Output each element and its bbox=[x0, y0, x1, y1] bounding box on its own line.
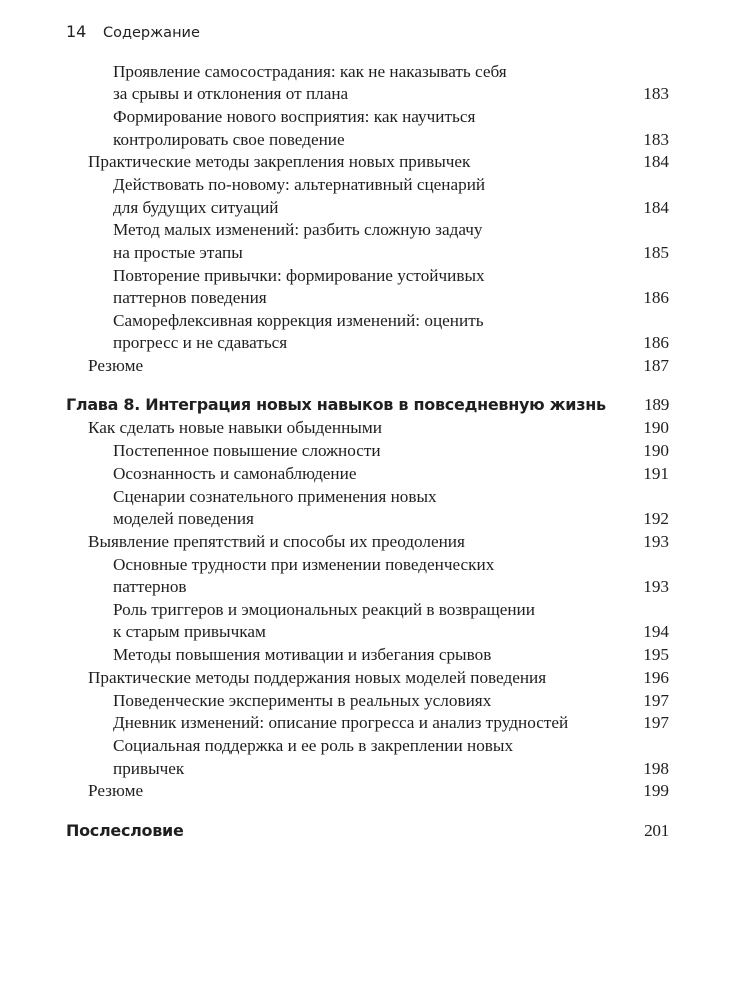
toc-entry-page: 196 bbox=[643, 667, 669, 687]
toc-entry-title-line: Глава 8. Интеграция новых навыков в повседневную жизнь bbox=[66, 395, 606, 415]
toc-entry-title-line: Практические методы закрепления новых привычек bbox=[88, 152, 471, 172]
toc-entry-title bbox=[113, 644, 643, 666]
toc-entry-title-line: Основные трудности при изменении поведенческих bbox=[113, 554, 495, 574]
toc-entry-title bbox=[113, 174, 643, 219]
toc-entry-page: 191 bbox=[643, 463, 669, 483]
toc-entry-page: 192 bbox=[643, 509, 669, 529]
toc-entry-title-line: Постепенное повышение сложности bbox=[113, 441, 381, 461]
toc-entry-title bbox=[88, 417, 643, 439]
toc-entry-title bbox=[113, 712, 643, 734]
toc-entry bbox=[66, 486, 669, 531]
page-number: 14 bbox=[66, 22, 87, 41]
toc-entry-title bbox=[66, 394, 644, 416]
toc-entry-title-line: на простые этапы bbox=[113, 242, 243, 262]
toc-entry-page: 197 bbox=[643, 690, 669, 710]
toc-entry bbox=[66, 151, 669, 173]
toc-entry bbox=[66, 440, 669, 462]
toc-entry bbox=[66, 61, 669, 106]
toc-entry bbox=[66, 599, 669, 644]
toc-entry-title bbox=[113, 463, 643, 485]
toc-entry-title bbox=[88, 355, 643, 377]
toc-entry-page: 198 bbox=[643, 758, 669, 778]
toc-entry-title-line: прогресс и не сдаваться bbox=[113, 333, 288, 353]
toc-entry bbox=[66, 554, 669, 599]
toc-entry-title-line: Действовать по-новому: альтернативный сценарий bbox=[113, 175, 486, 195]
toc-entry-page: 184 bbox=[643, 197, 669, 217]
toc-entry-page: 193 bbox=[643, 531, 669, 551]
table-of-contents bbox=[66, 61, 669, 843]
toc-entry-page: 195 bbox=[643, 645, 669, 665]
toc-entry-page: 186 bbox=[643, 333, 669, 353]
toc-entry-title-line: привычек bbox=[113, 758, 185, 778]
toc-entry bbox=[66, 531, 669, 553]
toc-entry-page: 190 bbox=[643, 418, 669, 438]
toc-entry-title-line: Социальная поддержка и ее роль в закреплении новых bbox=[113, 736, 514, 756]
toc-entry bbox=[66, 174, 669, 219]
toc-entry-title-line: контролировать свое поведение bbox=[113, 129, 345, 149]
toc-entry-title bbox=[113, 690, 643, 712]
toc-entry-page: 186 bbox=[643, 288, 669, 308]
toc-entry-page: 193 bbox=[643, 577, 669, 597]
toc-entry-title-line: Дневник изменений: описание прогресса и анализ трудностей bbox=[113, 713, 569, 733]
toc-entry-title bbox=[88, 780, 643, 802]
toc-entry-page: 183 bbox=[643, 129, 669, 149]
toc-entry bbox=[66, 463, 669, 485]
running-head-title: Содержание bbox=[102, 25, 200, 41]
toc-entry bbox=[66, 355, 669, 377]
toc-entry-title-line: к старым привычкам bbox=[113, 622, 266, 642]
toc-entry-title bbox=[88, 151, 643, 173]
toc-entry-title bbox=[113, 735, 643, 780]
toc-entry-title-line: Проявление самосострадания: как не наказывать себя bbox=[113, 62, 507, 81]
toc-entry-title-line: за срывы и отклонения от плана bbox=[113, 84, 349, 104]
toc-entry-title bbox=[66, 820, 644, 842]
toc-entry-page: 189 bbox=[644, 395, 669, 415]
toc-entry-title-line: Осознанность и самонаблюдение bbox=[113, 463, 357, 483]
toc-entry bbox=[66, 644, 669, 666]
toc-entry bbox=[66, 310, 669, 355]
toc-entry-page: 190 bbox=[643, 441, 669, 461]
toc-entry-title-line: Сценарии сознательного применения новых bbox=[113, 486, 437, 506]
toc-entry-title-line: Послесловие bbox=[66, 820, 184, 840]
toc-entry-title bbox=[88, 531, 643, 553]
toc-entry-title-line: Повторение привычки: формирование устойчивых bbox=[113, 265, 485, 285]
toc-entry-title-line: Поведенческие эксперименты в реальных условиях bbox=[113, 690, 492, 710]
toc-entry-page: 197 bbox=[643, 713, 669, 733]
toc-entry-title-line: Метод малых изменений: разбить сложную задачу bbox=[113, 220, 483, 240]
toc-entry bbox=[66, 712, 669, 734]
toc-entry-title bbox=[113, 554, 643, 599]
toc-entry-page: 187 bbox=[643, 356, 669, 376]
toc-chapter-entry bbox=[66, 394, 669, 416]
toc-entry-title-line: Методы повышения мотивации и избегания срывов bbox=[113, 645, 492, 665]
running-head bbox=[66, 22, 200, 41]
toc-entry-title-line: Роль триггеров и эмоциональных реакций в возвращении bbox=[113, 599, 535, 619]
toc-entry-page: 183 bbox=[643, 84, 669, 104]
toc-entry-title-line: для будущих ситуаций bbox=[113, 197, 279, 217]
toc-entry-title bbox=[113, 486, 643, 531]
toc-entry-title bbox=[113, 61, 643, 106]
toc-entry-title-line: паттернов поведения bbox=[113, 288, 267, 308]
toc-entry-title-line: Резюме bbox=[88, 781, 144, 801]
toc-entry-page: 199 bbox=[643, 781, 669, 801]
toc-chapter-entry bbox=[66, 820, 669, 842]
toc-entry-title bbox=[113, 265, 643, 310]
toc-entry-title bbox=[113, 440, 643, 462]
toc-entry-title-line: Практические методы поддержания новых моделей поведения bbox=[88, 667, 547, 687]
toc-entry bbox=[66, 690, 669, 712]
toc-entry-title-line: Как сделать новые навыки обыденными bbox=[88, 418, 382, 438]
toc-entry-title bbox=[113, 310, 643, 355]
toc-entry-page: 194 bbox=[643, 622, 669, 642]
toc-entry bbox=[66, 265, 669, 310]
toc-entry bbox=[66, 417, 669, 439]
toc-entry bbox=[66, 735, 669, 780]
toc-entry-page: 185 bbox=[643, 242, 669, 262]
toc-entry-title bbox=[88, 667, 643, 689]
toc-entry-page: 184 bbox=[643, 152, 669, 172]
toc-entry-title-line: паттернов bbox=[113, 577, 187, 597]
toc-entry bbox=[66, 106, 669, 151]
toc-entry bbox=[66, 780, 669, 802]
toc-entry-title-line: Формирование нового восприятия: как научиться bbox=[113, 107, 476, 127]
toc-entry bbox=[66, 667, 669, 689]
toc-entry-title bbox=[113, 599, 643, 644]
toc-entry bbox=[66, 219, 669, 264]
toc-entry-title bbox=[113, 219, 643, 264]
toc-entry-title-line: Саморефлексивная коррекция изменений: оценить bbox=[113, 310, 484, 330]
toc-entry-title bbox=[113, 106, 643, 151]
toc-entry-page: 201 bbox=[644, 820, 669, 840]
toc-entry-title-line: моделей поведения bbox=[113, 509, 254, 529]
toc-entry-title-line: Выявление препятствий и способы их преодоления bbox=[88, 531, 465, 551]
toc-entry-title-line: Резюме bbox=[88, 356, 144, 376]
